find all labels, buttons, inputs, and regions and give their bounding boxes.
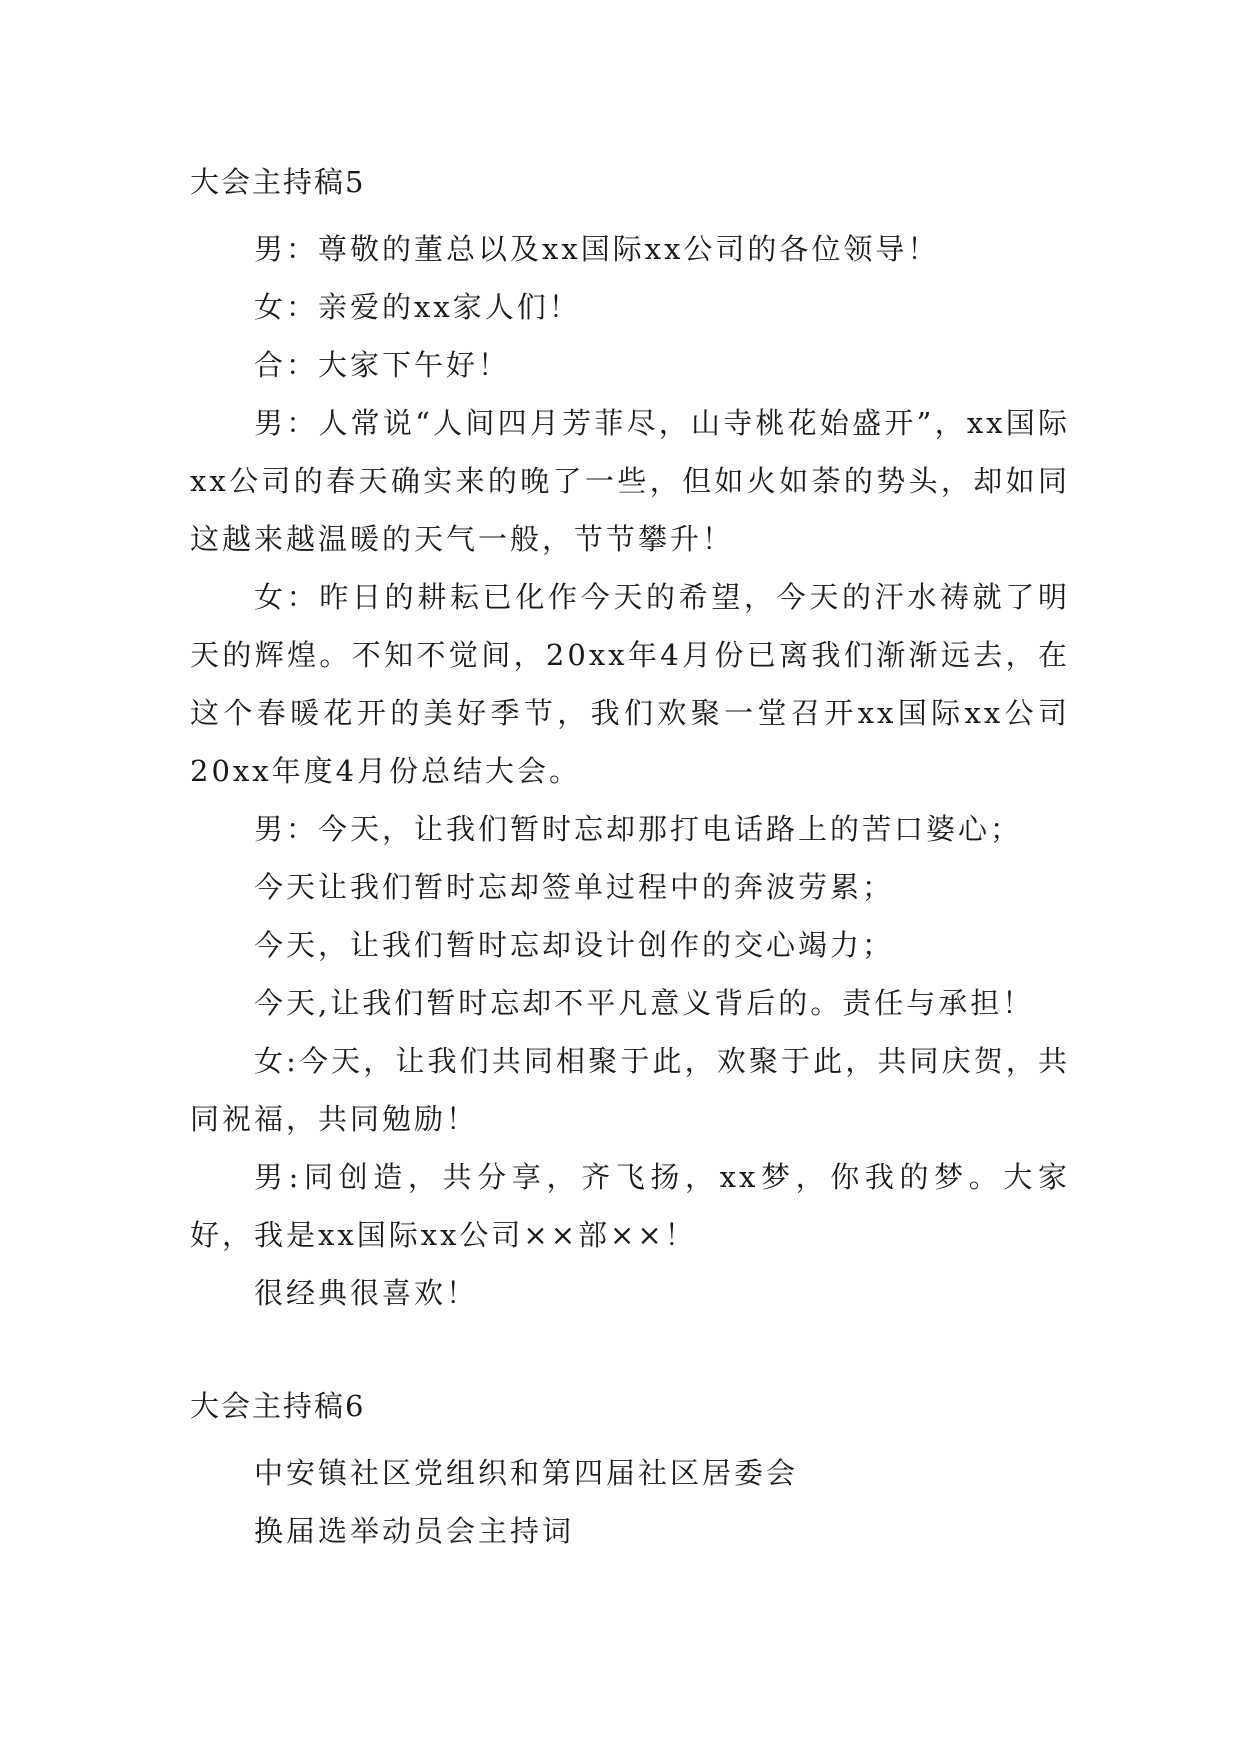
paragraph: 中安镇社区党组织和第四届社区居委会 — [254, 1456, 799, 1490]
section-title: 大会主持稿5 — [190, 165, 366, 199]
section-host-script-5 — [190, 162, 1070, 1322]
section-host-script-6 — [190, 1386, 1070, 1560]
paragraph: 男：尊敬的董总以及xx国际xx公司的各位领导！ — [254, 232, 940, 266]
paragraph: 女:今天，让我们共同相聚于此，欢聚于此，共同庆贺，共同祝福，共同勉励！ — [190, 1044, 1070, 1136]
paragraph: 女：昨日的耕耘已化作今天的希望，今天的汗水祷就了明天的辉煌。不知不觉间，20xx年4月份已离我们渐渐远去，在这个春暖花开的美好季节，我们欢聚一堂召开xx国际xx公司20xx年度4月份总结大会。 — [190, 580, 1070, 788]
paragraph: 女：亲爱的xx家人们！ — [254, 290, 581, 324]
paragraph: 很经典很喜欢！ — [254, 1276, 479, 1310]
paragraph: 今天让我们暂时忘却签单过程中的奔波劳累； — [254, 870, 895, 904]
paragraph: 男：人常说“人间四月芳菲尽，山寺桃花始盛开”，xx国际xx公司的春天确实来的晚了一些，但如火如荼的势头，却如同这越来越温暖的天气一般，节节攀升！ — [190, 406, 1070, 556]
section-title: 大会主持稿6 — [190, 1389, 366, 1423]
paragraph: 今天，让我们暂时忘却设计创作的交心竭力； — [254, 928, 895, 962]
paragraph: 男:同创造，共分享，齐飞扬，xx梦，你我的梦。大家好，我是xx国际xx公司××部××！ — [190, 1160, 1070, 1252]
paragraph: 今天,让我们暂时忘却不平凡意义背后的。责任与承担！ — [254, 986, 1035, 1020]
paragraph: 合：大家下午好！ — [254, 348, 511, 382]
paragraph: 男：今天，让我们暂时忘却那打电话路上的苦口婆心； — [254, 812, 1023, 846]
paragraph: 换届选举动员会主持词 — [254, 1514, 575, 1548]
